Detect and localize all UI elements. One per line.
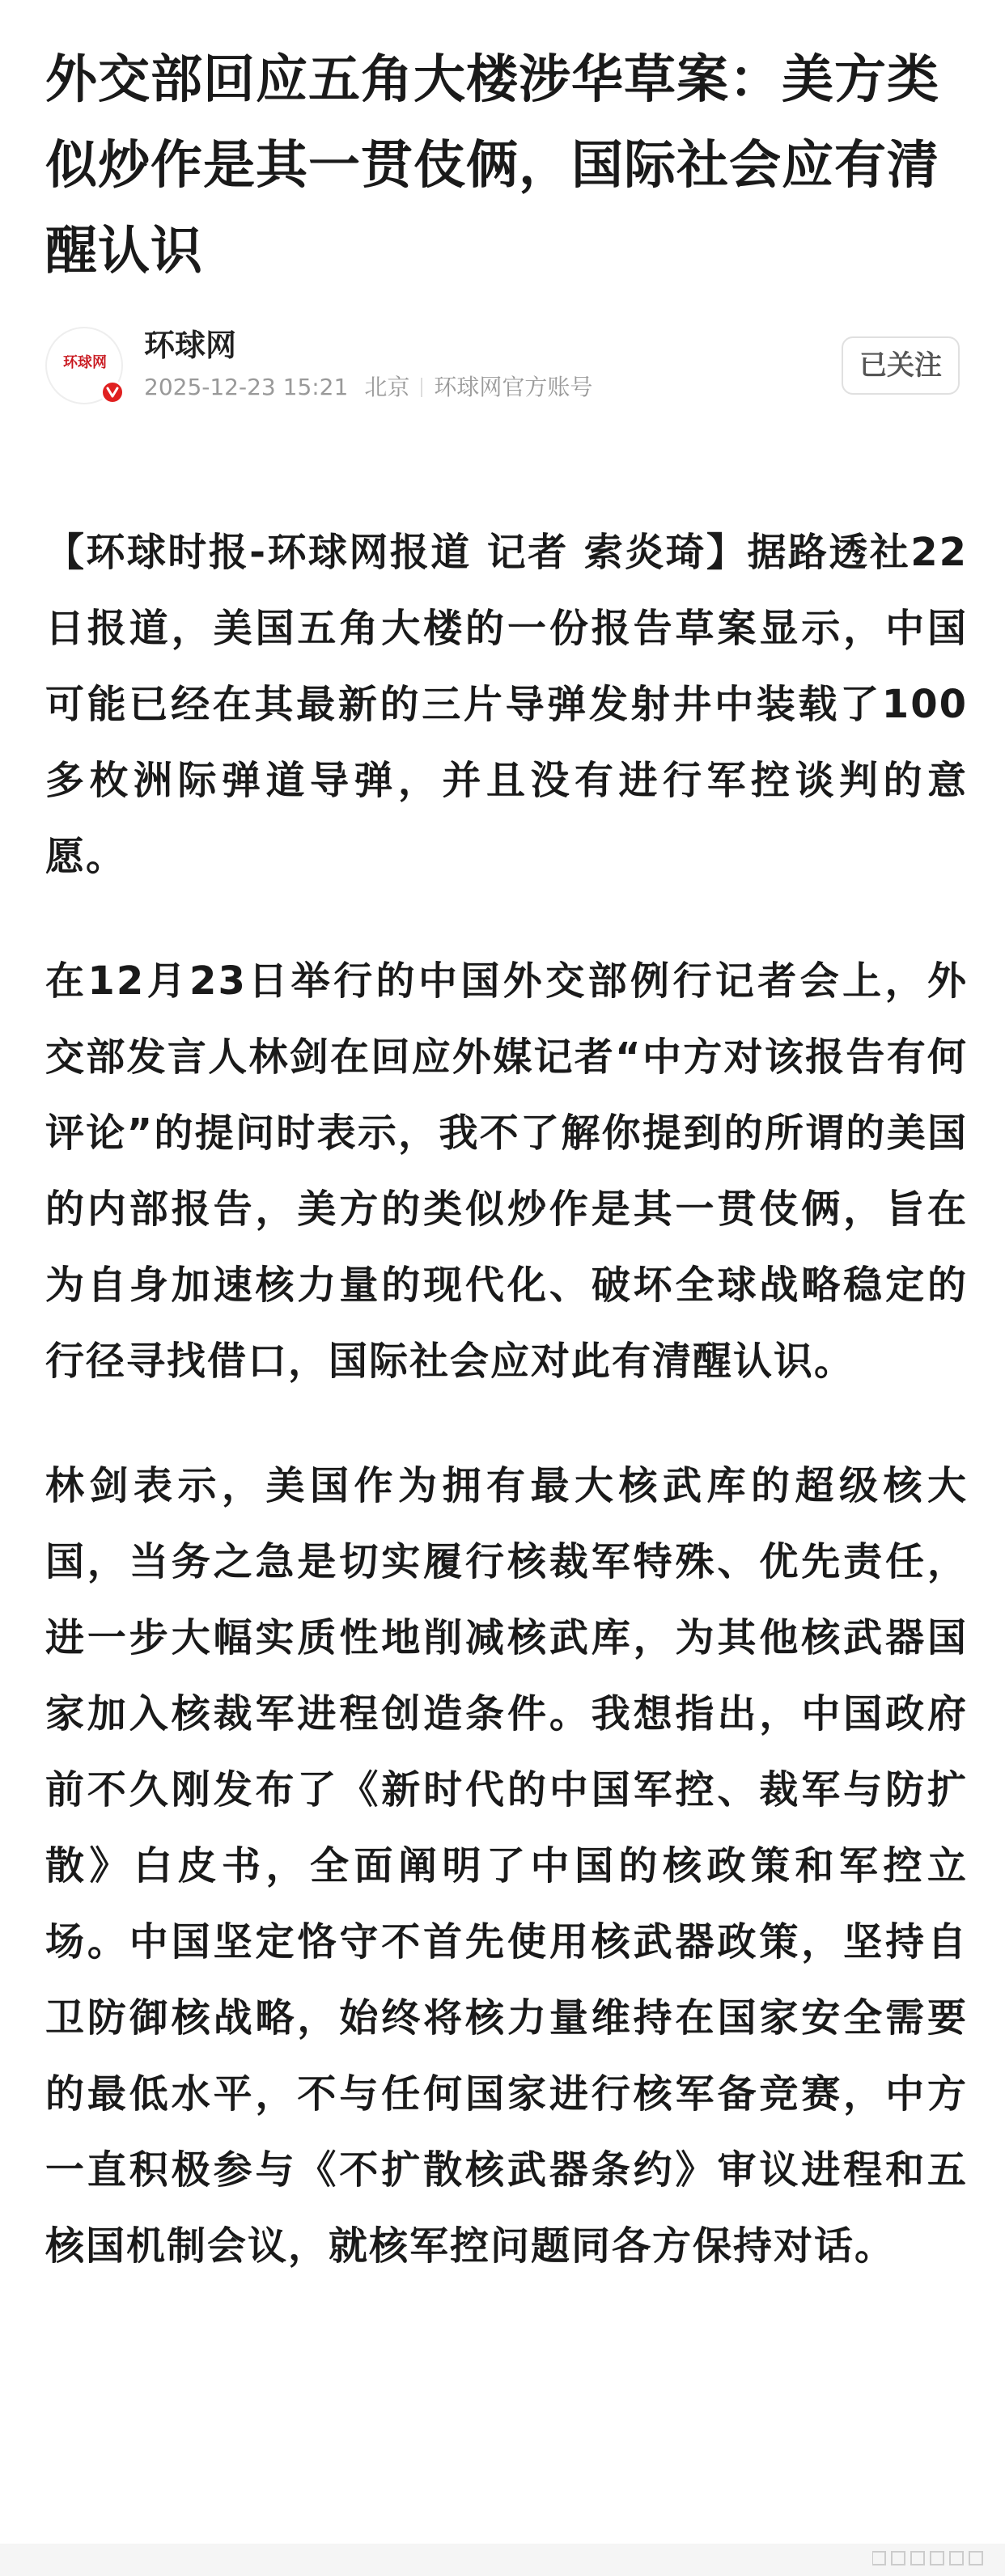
scroll-indicator-icon (872, 2547, 986, 2568)
body-paragraph: 【环球时报-环球网报道 记者 索炎琦】据路透社22日报道，美国五角大楼的一份报告草案显示，中国可能已经在其最新的三片导弹发射井中装载了100多枚洲际弹道导弹，并且没有进行军控谈判的意愿。 (45, 530, 968, 879)
author-logo-icon: 环球网 (63, 354, 107, 371)
bottom-bar (0, 2544, 1005, 2576)
author-name[interactable]: 环球网 (144, 328, 237, 363)
article-body (45, 514, 968, 2284)
verified-badge-icon (100, 380, 125, 404)
account-type: 环球网官方账号 (434, 374, 593, 400)
author-meta (144, 372, 592, 402)
follow-button[interactable]: 已关注 (842, 336, 960, 395)
article-title: 外交部回应五角大楼涉华草案：美方类似炒作是其一贯伎俩，国际社会应有清醒认识 (45, 50, 939, 281)
body-paragraph: 在12月23日举行的中国外交部例行记者会上，外交部发言人林剑在回应外媒记者“中方对该报告有何评论”的提问时表示，我不了解你提到的所谓的美国的内部报告，美方的类似炒作是其一贯伎俩，旨在为自身加速核力量的现代化、破坏全球战略稳定的行径寻找借口，国际社会应对此有清醒认识。 (45, 958, 968, 1384)
author-avatar[interactable] (45, 327, 123, 404)
meta-divider (421, 378, 422, 397)
publish-location: 北京 (364, 374, 410, 400)
author-info-row (45, 322, 960, 411)
body-paragraph: 林剑表示，美国作为拥有最大核武库的超级核大国，当务之急是切实履行核裁军特殊、优先责任，进一步大幅实质性地削减核武库，为其他核武器国家加入核裁军进程创造条件。我想指出，中国政府前不久刚发布了《新时代的中国军控、裁军与防扩散》白皮书，全面阐明了中国的核政策和军控立场。中国坚定恪守不首先使用核武器政策，坚持自卫防御核战略，始终将核力量维持在国家安全需要的最低水平，不与任何国家进行核军备竞赛，中方一直积极参与《不扩散核武器条约》审议进程和五核国机制会议，就核军控问题同各方保持对话。 (45, 1463, 968, 2269)
publish-datetime: 2025-12-23 15:21 (144, 374, 349, 400)
